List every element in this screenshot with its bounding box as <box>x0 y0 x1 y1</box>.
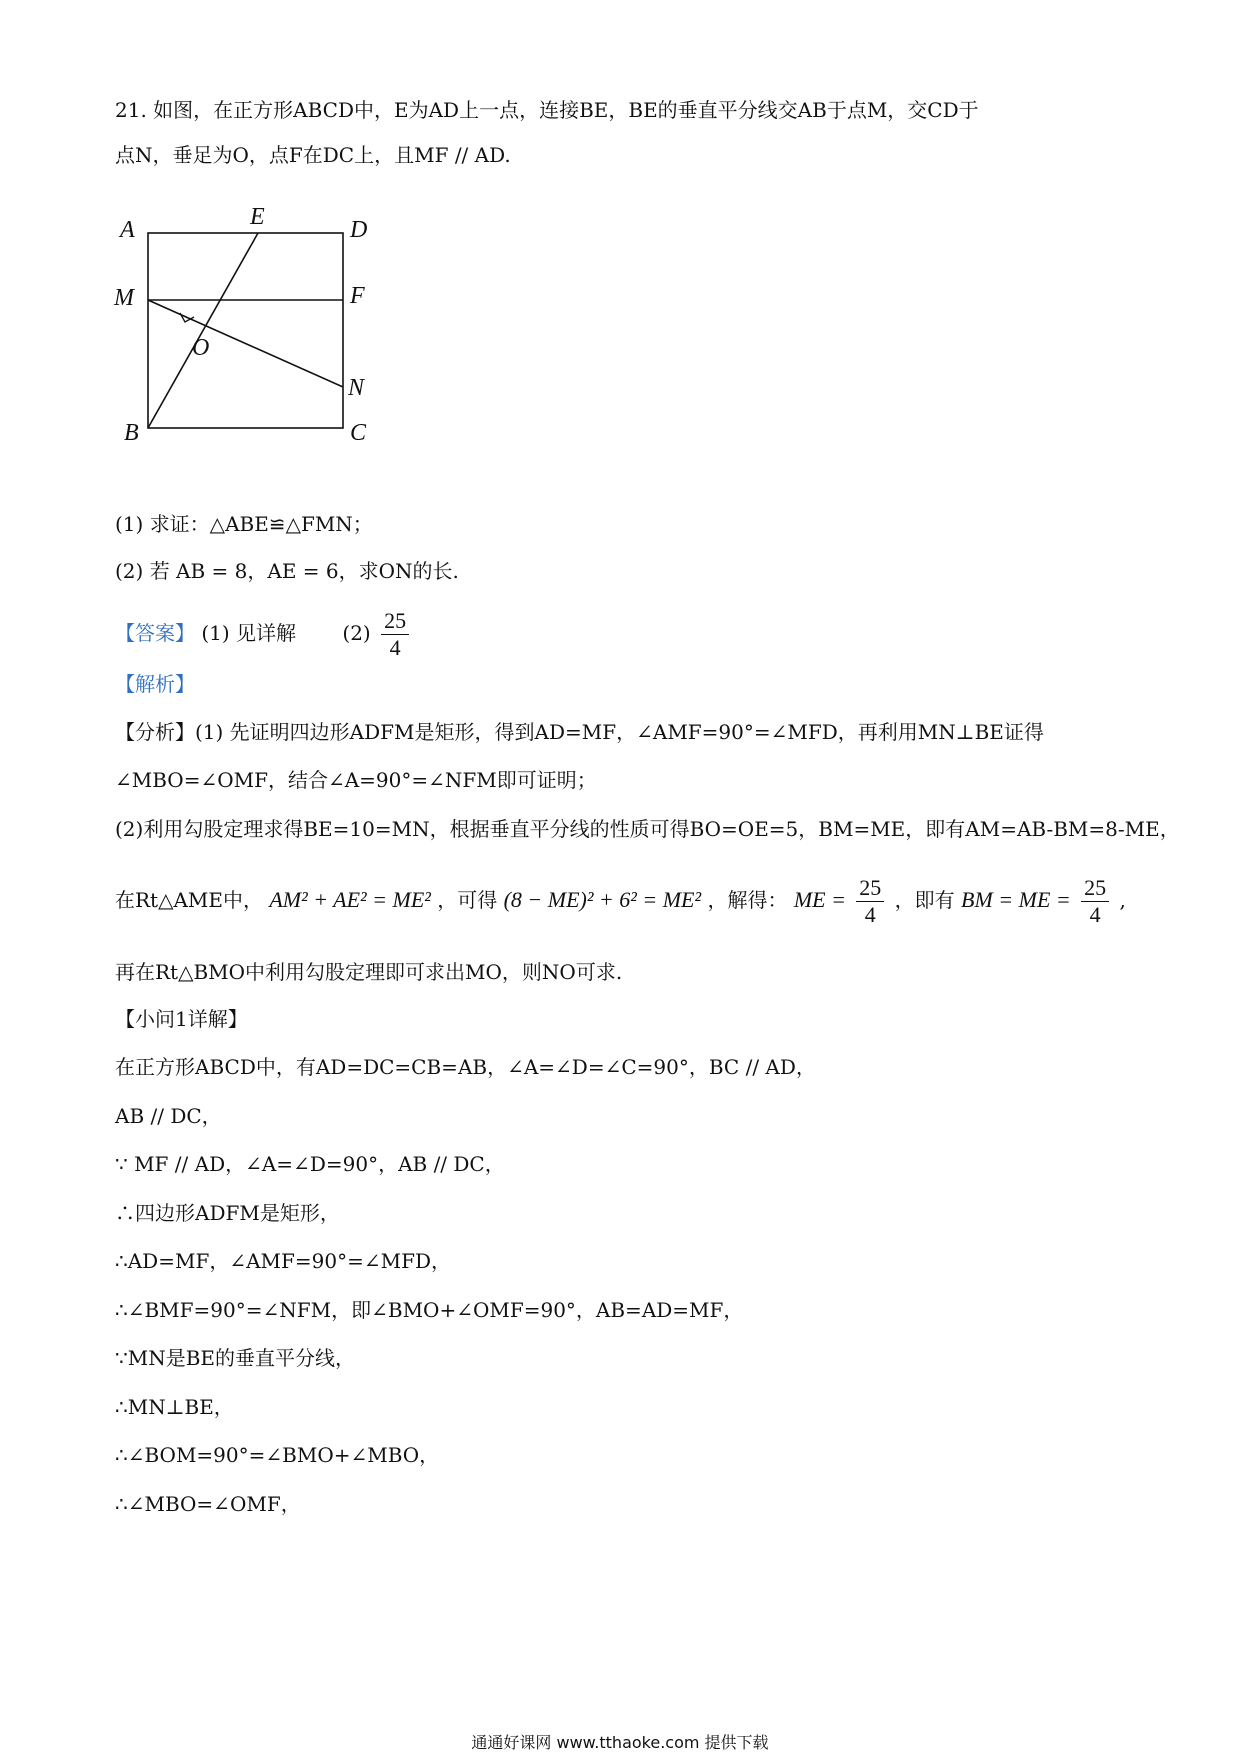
detail-line: ∵MN是BE的垂直平分线， <box>115 1346 355 1370</box>
answer-fraction: $\frac{25}{4}$ <box>381 608 409 661</box>
detail-heading: 【小问1详解】 <box>115 1007 248 1031</box>
analysis-tag: 【解析】 <box>115 672 195 696</box>
detail-line: ∵ MF // AD，∠A=∠D=90°，AB // DC， <box>115 1152 505 1176</box>
detail-line: ∴∠BOM=90°=∠BMO+∠MBO， <box>115 1443 440 1467</box>
answer-line <box>115 605 413 661</box>
problem-line-1: 21. 如图，在正方形ABCD中，E为AD上一点，连接BE，BE的垂直平分线交AB于点M，交CD于 <box>115 98 979 122</box>
question-2: (2) 若 AB = 8，AE = 6，求ON的长. <box>115 559 459 583</box>
footer: 通通好课网 www.tthaoke.com 提供下载 <box>471 1733 769 1752</box>
answer-part2-prefix: (2) <box>342 621 371 645</box>
segment-be <box>148 233 258 428</box>
detail-line: ∴∠MBO=∠OMF， <box>115 1491 301 1516</box>
answer-tag: 【答案】 <box>115 621 195 645</box>
detail-line: 在正方形ABCD中，有AD=DC=CB=AB，∠A=∠D=∠C=90°，BC // AD， <box>115 1055 816 1079</box>
label-a: A <box>120 217 135 243</box>
detail-line: ∴∠BMF=90°=∠NFM，即∠BMO+∠OMF=90°，AB=AD=MF， <box>115 1297 744 1322</box>
detail-line: ∴MN⊥BE， <box>115 1394 234 1419</box>
fenxi-line-5: 再在Rt△BMO中利用勾股定理即可求出MO，则NO可求. <box>115 960 623 984</box>
label-c: C <box>350 420 367 446</box>
label-f: F <box>350 283 365 309</box>
bm-fraction: $\frac{25}{4}$ <box>1081 875 1109 928</box>
fenxi-line-4: 在Rt△AME中， AM² + AE² = ME² ，可得 (8 − ME)² + 6² = ME² ，解得： ME = $\frac{25}{4}$ ，即有 BM = ME = $\frac{25}{4}$ , <box>115 875 1126 927</box>
fenxi-line-1: 【分析】(1) 先证明四边形ADFM是矩形，得到AD=MF，∠AMF=90°=∠MFD，再利用MN⊥BE证得 <box>115 720 1044 744</box>
answer-part1: (1) 见详解 <box>201 621 297 645</box>
me-fraction: $\frac{25}{4}$ <box>856 875 884 928</box>
label-m: M <box>114 285 134 311</box>
label-e: E <box>250 204 265 230</box>
problem-line-2: 点N，垂足为O，点F在DC上，且MF // AD. <box>115 143 511 167</box>
label-b: B <box>124 420 139 446</box>
detail-line: ∴四边形ADFM是矩形， <box>115 1200 340 1225</box>
square-abcd <box>148 233 343 428</box>
fenxi-line-3: (2)利用勾股定理求得BE=10=MN，根据垂直平分线的性质可得BO=OE=5，BM=ME，即有AM=AB-BM=8-ME， <box>115 817 1180 841</box>
label-d: D <box>350 217 368 243</box>
fenxi-line-2: ∠MBO=∠OMF，结合∠A=90°=∠NFM即可证明； <box>115 768 597 792</box>
segment-mn <box>148 300 343 387</box>
question-1: (1) 求证：△ABE≌△FMN； <box>115 512 373 536</box>
label-o: O <box>192 335 210 361</box>
geometry-figure <box>110 200 410 450</box>
detail-line: ∴AD=MF，∠AMF=90°=∠MFD， <box>115 1249 451 1273</box>
detail-line: AB // DC， <box>115 1103 222 1128</box>
label-n: N <box>348 375 365 401</box>
